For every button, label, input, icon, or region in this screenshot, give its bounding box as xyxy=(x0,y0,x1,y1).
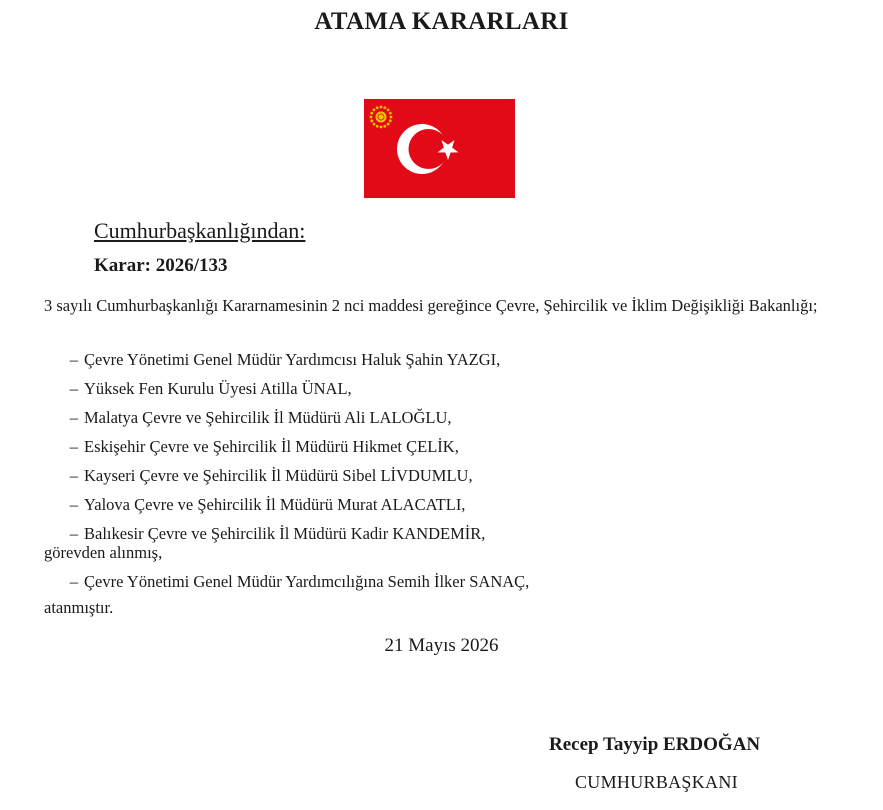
appointed-list xyxy=(44,567,529,596)
list-item-text: Kayseri Çevre ve Şehircilik İl Müdürü Sibel LİVDUMLU, xyxy=(84,466,473,485)
list-item xyxy=(44,490,500,519)
list-item xyxy=(44,403,500,432)
list-item xyxy=(44,461,500,490)
list-dash: – xyxy=(69,408,78,427)
list-item-text: Çevre Yönetimi Genel Müdür Yardımcısı Haluk Şahin YAZGI, xyxy=(84,350,501,369)
decision-date: 21 Mayıs 2026 xyxy=(384,635,499,656)
dismissed-list xyxy=(44,345,500,548)
list-item-text: Çevre Yönetimi Genel Müdür Yardımcılığına Semih İlker SANAÇ, xyxy=(84,572,530,591)
list-dash: – xyxy=(69,379,78,398)
dismissed-label: görevden alınmış, xyxy=(44,543,163,562)
decision-number: Karar: 2026/133 xyxy=(94,255,228,276)
issuer-line: Cumhurbaşkanlığından: xyxy=(94,218,306,243)
turkish-flag xyxy=(364,99,515,198)
list-item-text: Balıkesir Çevre ve Şehircilik İl Müdürü Kadir KANDEMİR, xyxy=(84,524,486,543)
list-dash: – xyxy=(69,466,78,485)
list-item-text: Eskişehir Çevre ve Şehircilik İl Müdürü Hikmet ÇELİK, xyxy=(84,437,459,456)
list-dash: – xyxy=(69,572,78,591)
list-dash: – xyxy=(69,437,78,456)
list-item-text: Yüksek Fen Kurulu Üyesi Atilla ÜNAL, xyxy=(84,379,352,398)
list-item xyxy=(44,374,500,403)
decision-title: ATAMA KARARLARI xyxy=(314,8,569,35)
list-dash: – xyxy=(69,524,78,543)
list-dash: – xyxy=(69,495,78,514)
list-item xyxy=(44,567,529,596)
signer-name: Recep Tayyip ERDOĞAN xyxy=(549,734,761,755)
appointed-label: atanmıştır. xyxy=(44,598,114,617)
list-item-text: Yalova Çevre ve Şehircilik İl Müdürü Murat ALACATLI, xyxy=(84,495,466,514)
list-item xyxy=(44,345,500,374)
list-dash: – xyxy=(69,350,78,369)
list-item-text: Malatya Çevre ve Şehircilik İl Müdürü Ali LALOĞLU, xyxy=(84,408,452,427)
list-item xyxy=(44,432,500,461)
decision-intro: 3 sayılı Cumhurbaşkanlığı Kararnamesinin 2 nci maddesi gereğince Çevre, Şehircilik ve İklim Değişikliği Bakanlığı; xyxy=(44,296,818,315)
signer-title: CUMHURBAŞKANI xyxy=(575,772,738,792)
